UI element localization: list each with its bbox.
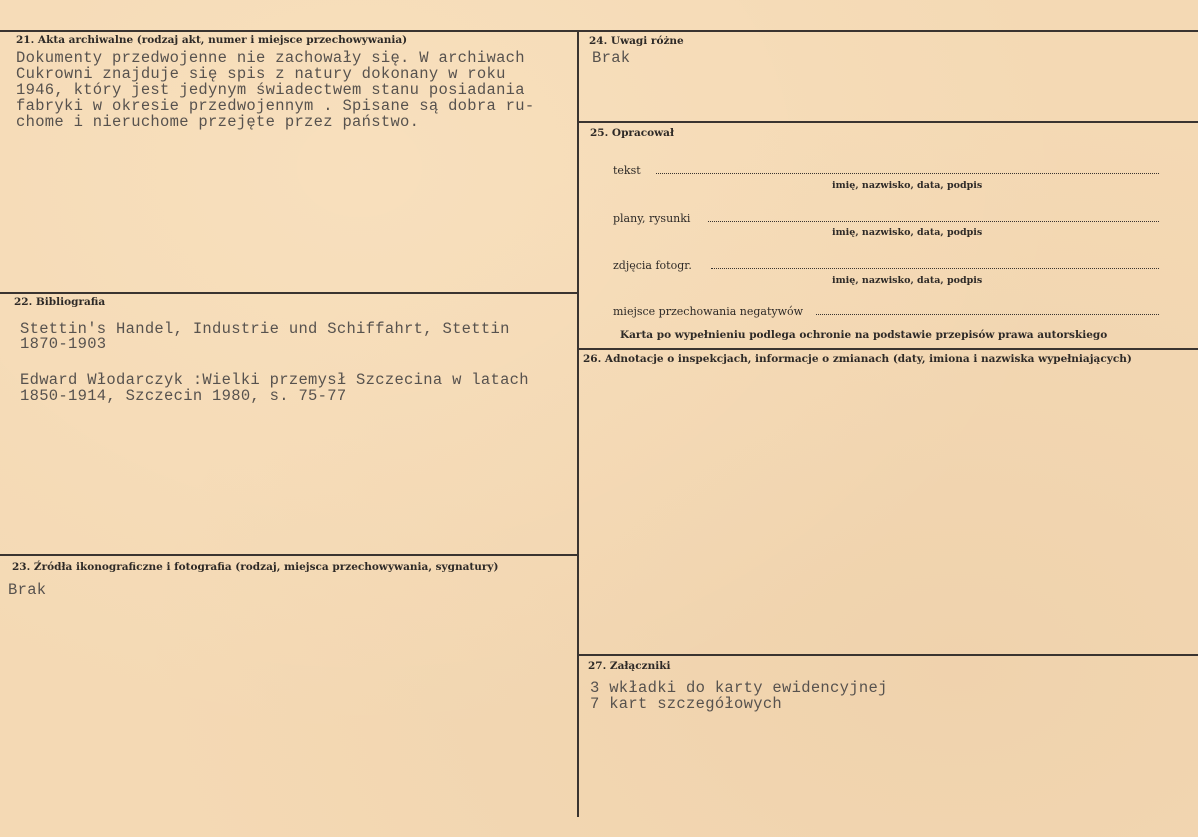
- plany-rysunki-label: plany, rysunki: [613, 212, 691, 225]
- section-23-label: 23. Źródła ikonograficzne i fotografia (rodzaj, miejsca przechowywania, sygnatury): [12, 561, 499, 573]
- section-21-line-2: Cukrowni znajduje się spis z natury dokonany w roku: [16, 65, 506, 83]
- divider-25-26: [578, 348, 1198, 350]
- section-21-line-1: Dokumenty przedwojenne nie zachowały się. W archiwach: [16, 49, 525, 67]
- negatives-location-label: miejsce przechowania negatywów: [613, 305, 804, 318]
- section-26-label: 26. Adnotacje o inspekcjach, informacje o zmianach (daty, imiona i nazwiska wypełniających): [583, 353, 1132, 365]
- section-23-value: Brak: [8, 581, 47, 599]
- section-21-line-4: fabryki w okresie przedwojennym . Spisane są dobra ru-: [16, 97, 535, 115]
- section-27-label: 27. Załączniki: [588, 660, 671, 672]
- plany-rysunki-signature-caption: imię, nazwisko, data, podpis: [832, 227, 983, 238]
- section-24-label: 24. Uwagi różne: [589, 35, 684, 47]
- section-25-label: 25. Opracował: [590, 127, 675, 139]
- top-border: [0, 30, 1198, 32]
- bibliography-entry-2-line-2: 1850-1914, Szczecin 1980, s. 75-77: [20, 387, 347, 405]
- section-21-label: 21. Akta archiwalne (rodzaj akt, numer i miejsce przechowywania): [16, 34, 408, 46]
- attachments-line-2: 7 kart szczegółowych: [590, 695, 783, 713]
- negatives-location-line[interactable]: [816, 314, 1159, 315]
- zdjecia-fotogr-signature-line[interactable]: [711, 268, 1159, 269]
- zdjecia-fotogr-signature-caption: imię, nazwisko, data, podpis: [832, 275, 983, 286]
- tekst-signature-caption: imię, nazwisko, data, podpis: [832, 180, 983, 191]
- center-divider: [577, 30, 579, 817]
- section-22-label: 22. Bibliografia: [14, 296, 106, 308]
- bibliography-entry-2-line-1: Edward Włodarczyk :Wielki przemysł Szczecina w latach: [20, 371, 529, 389]
- tekst-label: tekst: [613, 164, 641, 177]
- plany-rysunki-signature-line[interactable]: [708, 221, 1159, 222]
- divider-26-27: [578, 654, 1198, 656]
- section-24-value: Brak: [592, 49, 631, 67]
- divider-22-23: [0, 554, 578, 556]
- copyright-note: Karta po wypełnieniu podlega ochronie na podstawie przepisów prawa autorskiego: [620, 329, 1108, 341]
- section-21-line-5: chome i nieruchome przejęte przez państwo.: [16, 113, 420, 131]
- tekst-signature-line[interactable]: [656, 173, 1159, 174]
- bibliography-entry-1-line-1: Stettin's Handel, Industrie und Schiffahrt, Stettin: [20, 320, 510, 338]
- attachments-line-1: 3 wkładki do karty ewidencyjnej: [590, 679, 888, 697]
- bibliography-entry-1-line-2: 1870-1903: [20, 335, 107, 353]
- zdjecia-fotogr-label: zdjęcia fotogr.: [613, 259, 692, 272]
- divider-24-25: [578, 121, 1198, 123]
- divider-21-22: [0, 292, 578, 294]
- section-21-line-3: 1946, który jest jedynym świadectwem stanu posiadania: [16, 81, 525, 99]
